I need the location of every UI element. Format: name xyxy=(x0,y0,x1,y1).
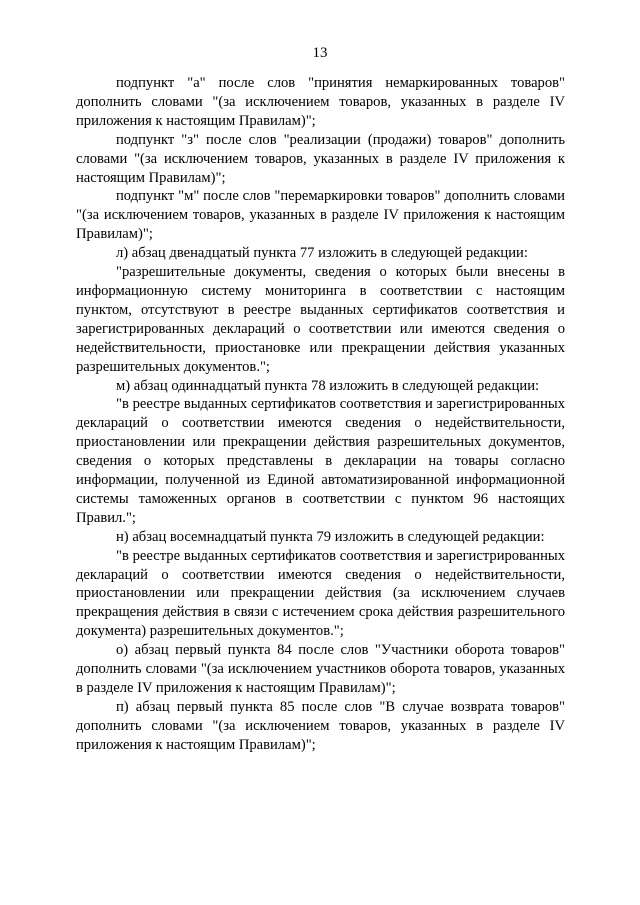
paragraph-subitem-m: подпункт "м" после слов "перемаркировки товаров" дополнить словами "(за исключением товаров, указанных в разделе IV приложения к настоящим Правилам)"; xyxy=(76,188,565,243)
paragraph-item-l-text: "разрешительные документы, сведения о которых были внесены в информационную систему мониторинга в соответствии с настоящим пунктом, отсутствуют в реестре выданных сертификатов соответствия и зарегистрированных деклараций о соответствии или имеются сведения о недействительности, приостановке или прекращении действия указанных разрешительных документов."; xyxy=(76,264,565,375)
paragraph-item-n-text: "в реестре выданных сертификатов соответствия и зарегистрированных деклараций о соответствии имеются сведения о недействительности, приостановлении или прекращении действия (за исключением случаев прекращения действия в связи с истечением срока действия разрешительного документа) разрешительных документов."; xyxy=(76,547,565,640)
paragraph-subitem-a: подпункт "а" после слов "принятия немаркированных товаров" дополнить словами "(за исключением товаров, указанных в разделе IV приложения к настоящим Правилам)"; xyxy=(76,75,565,129)
paragraph-item-m: м) абзац одиннадцатый пункта 78 изложить в следующей редакции: xyxy=(116,377,540,394)
paragraph-item-n: н) абзац восемнадцатый пункта 79 изложить в следующей редакции: xyxy=(116,528,545,545)
document-body xyxy=(76,74,565,755)
paragraph-item-l: л) абзац двенадцатый пункта 77 изложить в следующей редакции: xyxy=(116,245,528,262)
paragraph-item-m-text: "в реестре выданных сертификатов соответствия и зарегистрированных деклараций о соответствии имеются сведения о недействительности, приостановлении или прекращении действия разрешительных документов, сведения о которых представлены в декларации на товары согласно информации, полученной из Единой автоматизированной информационной системы таможенных органов в соответствии с пунктом 96 настоящих Правил."; xyxy=(76,396,565,526)
paragraph-item-o: о) абзац первый пункта 84 после слов "Участники оборота товаров" дополнить словами "(за исключением участников оборота товаров, указанных в разделе IV приложения к настоящим Правилам)"; xyxy=(76,642,565,696)
page-number: 13 xyxy=(312,45,328,61)
paragraph-subitem-z: подпункт "з" после слов "реализации (продажи) товаров" дополнить словами "(за исключением товаров, указанных в разделе IV приложения к настоящим Правилам)"; xyxy=(76,131,565,186)
paragraph-item-p: п) абзац первый пункта 85 после слов "В случае возврата товаров" дополнить словами "(за исключением товаров, указанных в разделе IV приложения к настоящим Правилам)"; xyxy=(76,698,565,753)
